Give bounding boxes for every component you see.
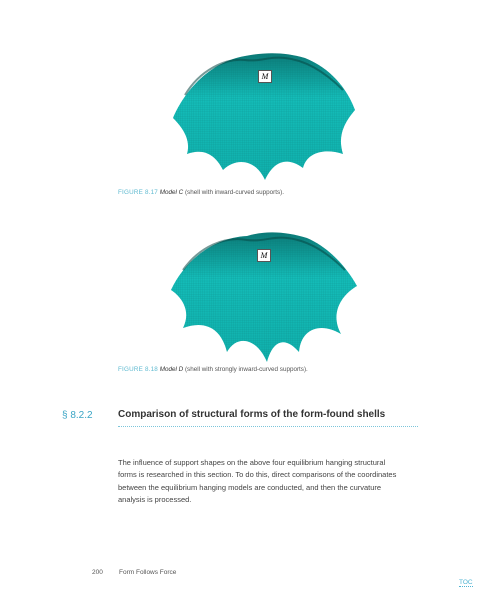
figure-8-17 xyxy=(165,50,365,185)
figure-8-18 xyxy=(165,228,365,363)
body-paragraph xyxy=(118,457,428,507)
paragraph-line: between the equilibrium hanging models are conducted, and then the curvature xyxy=(118,482,382,492)
caption-text: (shell with strongly inward-curved supports). xyxy=(184,366,308,373)
model-name: Model C xyxy=(159,189,184,196)
figure-caption xyxy=(118,189,284,196)
section-number: § 8.2.2 xyxy=(62,410,93,421)
point-m-marker: M xyxy=(258,70,272,83)
figure-number: FIGURE 8.17 xyxy=(118,189,158,196)
figure-number: FIGURE 8.18 xyxy=(118,366,158,373)
section-title: Comparison of structural forms of the form-found shells xyxy=(118,409,386,420)
figure-caption xyxy=(118,366,308,373)
paragraph-line: analysis is processed. xyxy=(118,495,192,505)
paragraph-line: forms is researched in this section. To do this, direct comparisons of the coordinates xyxy=(118,470,397,480)
model-name: Model D xyxy=(159,366,184,373)
page-number: 200 xyxy=(92,569,103,576)
section-divider xyxy=(118,426,418,427)
paragraph-line: The influence of support shapes on the above four equilibrium hanging structural xyxy=(118,458,386,467)
point-m-marker: M xyxy=(257,249,271,262)
caption-text: (shell with inward-curved supports). xyxy=(184,189,284,196)
toc-link[interactable]: TOC xyxy=(459,579,473,586)
running-footer-title: Form Follows Force xyxy=(119,569,177,576)
